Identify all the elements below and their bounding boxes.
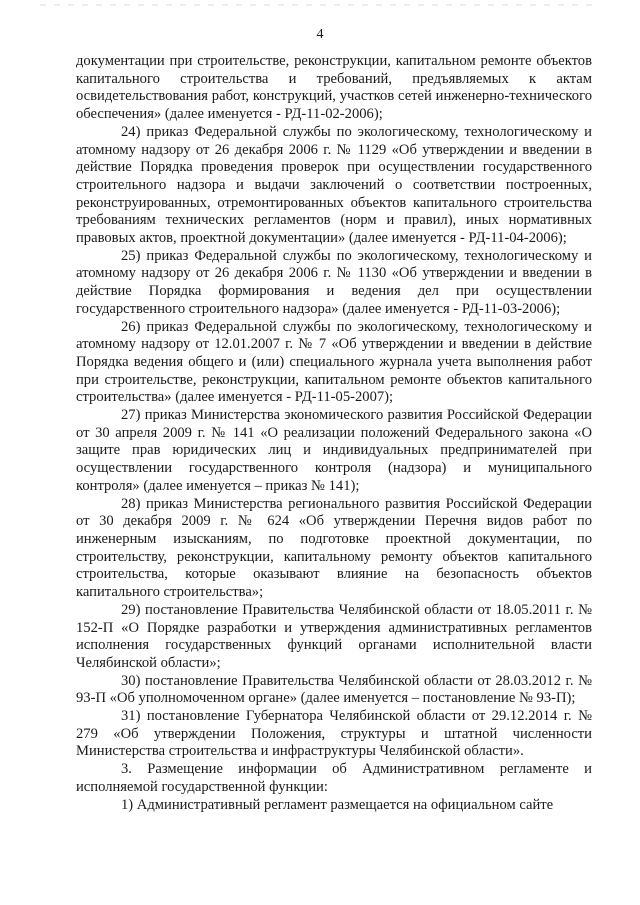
paragraph-item-30: 30) постановление Правительства Челябинской области от 28.03.2012 г. № 93-П «Об уполномоченном органе» (далее именуется – постановление № 93-П); xyxy=(76,672,592,707)
paragraph-item-31: 31) постановление Губернатора Челябинской области от 29.12.2014 г. № 279 «Об утверждении Положения, структуры и штатной численности Министерства строительства и инфраструктуры Челябинской области». xyxy=(76,708,592,760)
document-body xyxy=(76,53,592,814)
section-3-item-1: 1) Административный регламент размещается на официальном сайте xyxy=(121,796,554,813)
paragraph-item-27: 27) приказ Министерства экономического развития Российской Федерации от 30 апреля 2009 г. № 141 «О реализации положений Федерального закона «О защите прав юридических лиц и индивидуальных предпринимателей при осуществлении государственного контроля (надзора) и муниципального контроля» (далее именуется – приказ № 141); xyxy=(76,407,592,494)
page-number: 4 xyxy=(316,27,324,42)
paragraph-item-29: 29) постановление Правительства Челябинской области от 18.05.2011 г. № 152-П «О Порядке разработки и утверждения административных регламентов исполнения государственных функций органами исполнительной власти Челябинской области»; xyxy=(76,601,592,671)
paragraph-continuation: документации при строительстве, реконструкции, капитальном ремонте объектов капитального строительства и требований, предъявляемых к актам освидетельствования работ, конструкций, участков сетей инженерно-технического обеспечения» (далее именуется - РД-11-02-2006); xyxy=(76,53,592,123)
paragraph-item-25: 25) приказ Федеральной службы по экологическому, технологическому и атомному надзору от 26 декабря 2006 г. № 1130 «Об утверждении и введении в действие Порядка формирования и ведения дел при осуществлении государственного строительного надзора» (далее именуется - РД-11-03-2006); xyxy=(76,247,592,317)
scan-artifact xyxy=(40,4,600,6)
paragraph-item-24: 24) приказ Федеральной службы по экологическому, технологическому и атомному надзору от 26 декабря 2006 г. № 1129 «Об утверждении и введении в действие Порядка проведения проверок при осуществлении государственного строительного надзора и выдачи заключений о соответствии построенных, реконструированных, отремонтированных объектов капитального строительства требованиям технических регламентов (норм и правил), иных нормативных правовых актов, проектной документации» (далее именуется - РД-11-04-2006); xyxy=(76,123,592,247)
section-3-heading: 3. Размещение информации об Административном регламенте и исполняемой государственной функции: xyxy=(76,761,592,795)
paragraph-item-26: 26) приказ Федеральной службы по экологическому, технологическому и атомному надзору от 12.01.2007 г. № 7 «Об утверждении и введении в действие Порядка ведения общего и (или) специального журнала учета выполнения работ при строительстве, реконструкции, капитальном ремонте объектов капитального строительства» (далее именуется - РД-11-05-2007); xyxy=(76,318,592,406)
paragraph-item-28: 28) приказ Министерства регионального развития Российской Федерации от 30 декабря 2009 г. № 624 «Об утверждении Перечня видов работ по инженерным изысканиям, по подготовке проектной документации, по строительству, реконструкции, капитальному ремонту объектов капитального строительства, которые оказывают влияние на безопасность объектов капитального строительства»; xyxy=(76,495,592,601)
